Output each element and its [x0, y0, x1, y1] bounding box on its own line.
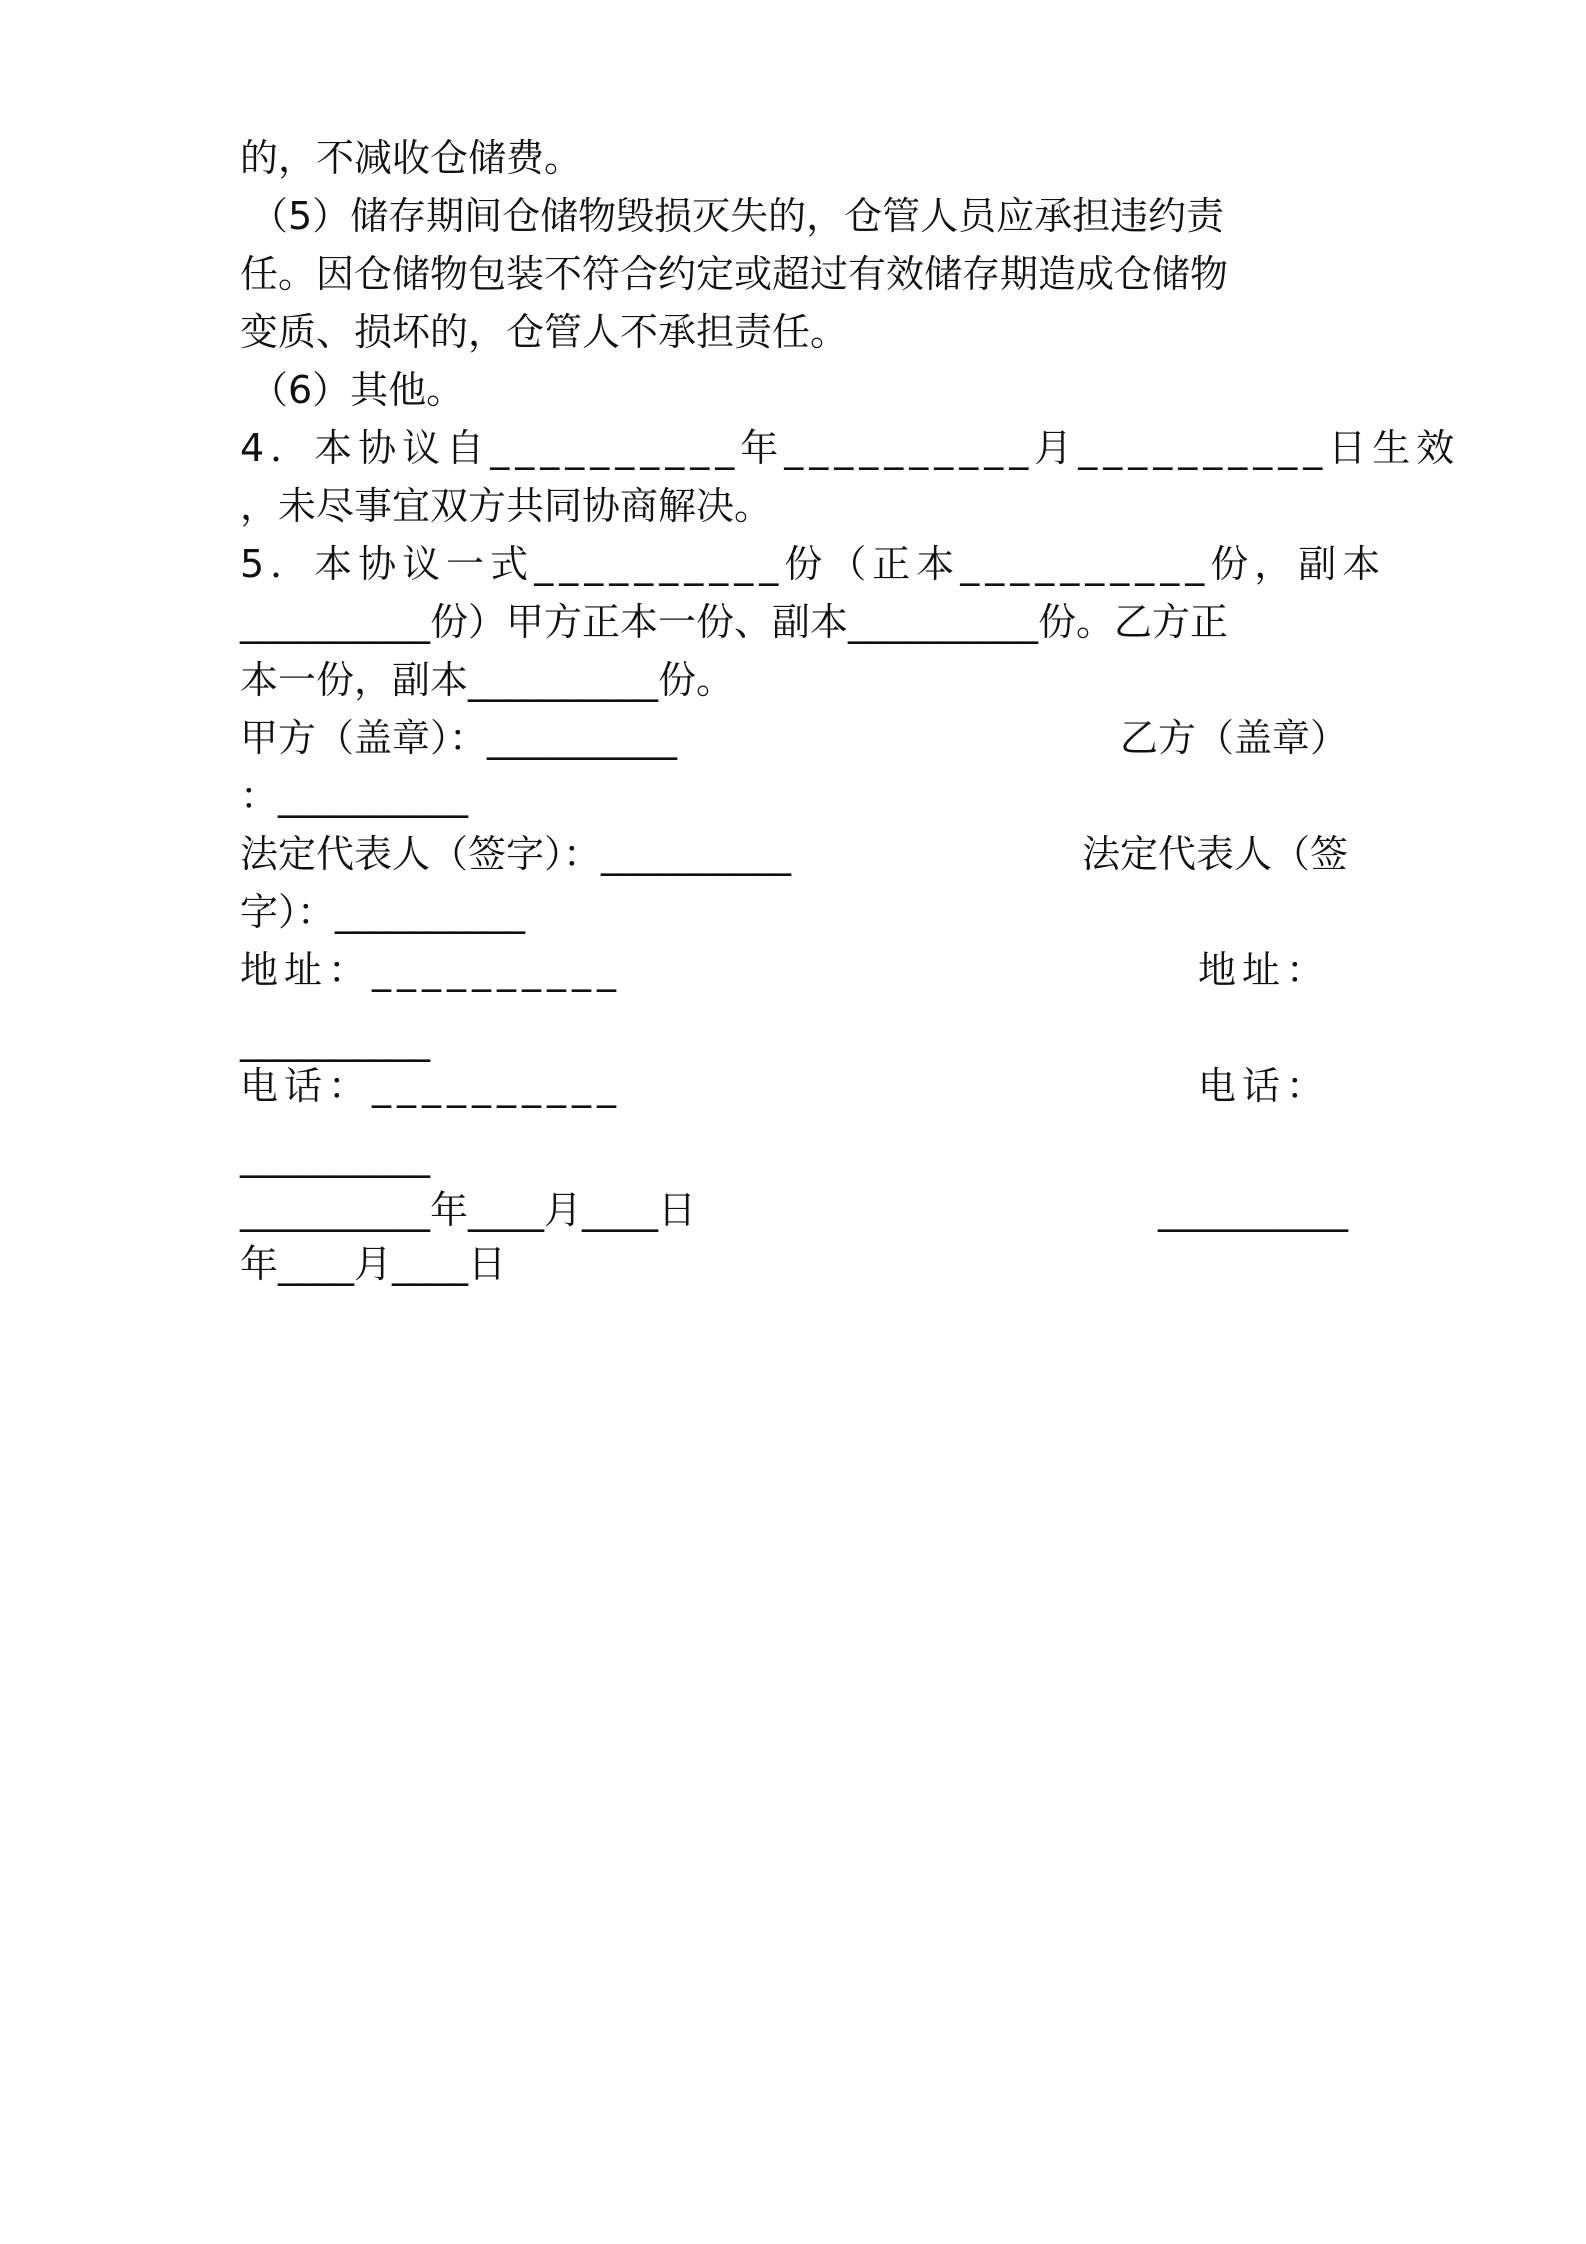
- party-b-phone-label: 电话：: [1197, 1064, 1330, 1108]
- party-a-phone-blank[interactable]: __________: [372, 1064, 623, 1108]
- original-copies-blank[interactable]: __________: [960, 542, 1211, 586]
- party-b-seal-blank[interactable]: __________: [278, 774, 469, 818]
- date-row-continued: [240, 1234, 1348, 1294]
- party-a-phone-label: 电话：: [240, 1064, 373, 1108]
- seal-row: [240, 708, 1348, 768]
- party-a-address-label: 地址：: [240, 948, 373, 992]
- day-blank[interactable]: __________: [1078, 426, 1329, 470]
- legal-rep-row-continued: [240, 882, 1348, 942]
- year-blank[interactable]: __________: [490, 426, 741, 470]
- month-label: 月: [354, 1242, 393, 1286]
- clause-text: （5）储存期间仓储物毁损灭失的，仓管人员应承担违约责: [250, 194, 1225, 238]
- month-label: 月: [544, 1188, 583, 1232]
- party-b-seal-label: 乙方（盖章）: [1119, 716, 1348, 760]
- clause-text: ，未尽事宜双方共同协商解决。: [240, 484, 773, 528]
- year-label: 年: [240, 1242, 279, 1286]
- day-label: 日: [468, 1242, 507, 1286]
- clause-text: 份（正本: [784, 542, 961, 586]
- party-a-address-blank[interactable]: __________: [372, 948, 623, 992]
- date-row: [240, 1180, 1348, 1240]
- clause-4-line-2: [240, 476, 1348, 536]
- party-b-legal-rep-blank[interactable]: __________: [335, 890, 526, 934]
- clause-5-line-2: [240, 592, 1348, 652]
- legal-rep-row: [240, 824, 1348, 884]
- address-row: [240, 940, 1348, 1000]
- clause-text: 5．本协议一式: [240, 542, 535, 586]
- clause-text: 份。乙方正: [1038, 600, 1229, 644]
- party-b-month-blank[interactable]: ____: [278, 1242, 355, 1286]
- clause-text: 4．本协议自: [240, 426, 491, 470]
- clause-3-item-6: [240, 360, 1358, 420]
- clause-3-item-5-line-3: [240, 302, 1348, 362]
- party-a-duplicate-blank[interactable]: __________: [848, 600, 1039, 644]
- party-a-seal-blank[interactable]: __________: [487, 716, 678, 760]
- month-blank[interactable]: __________: [784, 426, 1035, 470]
- party-b-year-blank[interactable]: __________: [1158, 1188, 1348, 1232]
- clause-text: （6）其他。: [250, 368, 465, 412]
- seal-row-continued: [240, 766, 1348, 826]
- party-b-address-label: 地址：: [1197, 948, 1330, 992]
- party-a-year-blank[interactable]: __________: [240, 1188, 430, 1232]
- party-b-seal-colon: ：: [240, 774, 279, 818]
- clause-3-item-5-line-1: [240, 186, 1358, 246]
- clause-5-line-1: [240, 534, 1387, 594]
- clause-text: 本一份，副本: [240, 658, 469, 702]
- party-a-legal-rep-blank[interactable]: __________: [601, 832, 792, 876]
- clause-5-line-3: [240, 650, 1348, 710]
- duplicate-copies-blank[interactable]: __________: [240, 600, 430, 644]
- party-a-seal-label: 甲方（盖章）：: [240, 716, 488, 760]
- clause-3-continuation: [240, 128, 1348, 188]
- day-label: 日: [658, 1188, 697, 1232]
- phone-row: [240, 1056, 1348, 1116]
- total-copies-blank[interactable]: __________: [534, 542, 785, 586]
- party-a-month-blank[interactable]: ____: [468, 1188, 545, 1232]
- party-b-address-blank[interactable]: __________: [240, 1018, 430, 1062]
- party-a-legal-rep-label: 法定代表人（签字）：: [240, 832, 602, 876]
- party-b-duplicate-blank[interactable]: __________: [468, 658, 659, 702]
- year-label: 年: [740, 426, 785, 470]
- clause-text: 变质、损坏的，仓管人不承担责任。: [240, 310, 849, 354]
- phone-row-continued: [240, 1126, 1348, 1186]
- party-a-day-blank[interactable]: ____: [582, 1188, 659, 1232]
- clause-3-item-5-line-2: [240, 244, 1348, 304]
- clause-text: 份，副本: [1210, 542, 1387, 586]
- clause-text: 的，不减收仓储费。: [240, 136, 583, 180]
- party-b-phone-blank[interactable]: __________: [240, 1134, 430, 1178]
- party-b-day-blank[interactable]: ____: [392, 1242, 469, 1286]
- clause-text: 任。因仓储物包装不符合约定或超过有效储存期造成仓储物: [240, 252, 1229, 296]
- party-b-legal-rep-label-cont: 字）：: [240, 890, 336, 934]
- party-b-legal-rep-label: 法定代表人（签: [1081, 832, 1348, 876]
- clause-text: 份）甲方正本一份、副本: [430, 600, 849, 644]
- month-label: 月: [1034, 426, 1079, 470]
- clause-text: 份。: [658, 658, 735, 702]
- clause-4-line-1: [240, 418, 1461, 478]
- clause-text: 日生效: [1328, 426, 1461, 470]
- year-label: 年: [430, 1188, 469, 1232]
